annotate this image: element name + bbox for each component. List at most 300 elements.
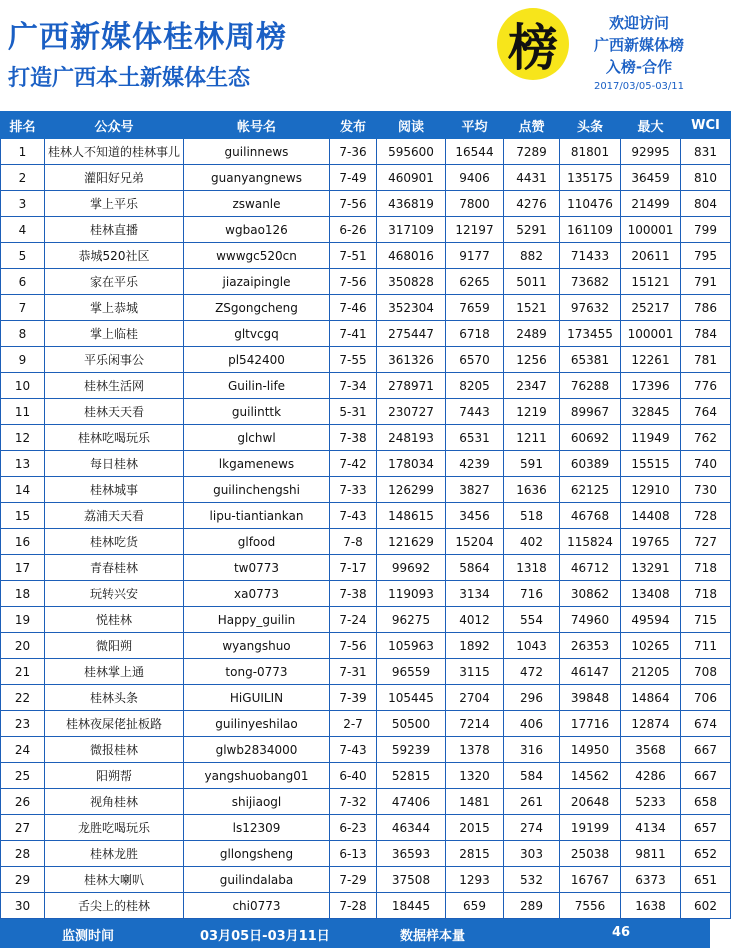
table-row [1,477,731,503]
account-name-cell: 平乐闲事公 [45,347,184,373]
col-header-headline: 头条 [560,112,621,139]
reads-cell: 121629 [377,529,446,555]
account-id-cell: wgbao126 [184,217,330,243]
wci-cell: 652 [681,841,731,867]
max-cell: 6373 [621,867,681,893]
average-cell: 3456 [446,503,504,529]
reads-cell: 275447 [377,321,446,347]
reads-cell: 46344 [377,815,446,841]
average-cell: 1892 [446,633,504,659]
account-id-cell: yangshuobang01 [184,763,330,789]
table-row [1,841,731,867]
ranking-table [0,111,731,919]
reads-cell: 96275 [377,607,446,633]
col-header-account: 公众号 [45,112,184,139]
account-name-cell: 灌阳好兄弟 [45,165,184,191]
reads-cell: 248193 [377,425,446,451]
likes-cell: 584 [504,763,560,789]
reads-cell: 350828 [377,269,446,295]
account-name-cell: 视角桂林 [45,789,184,815]
wci-cell: 781 [681,347,731,373]
headline-cell: 46712 [560,555,621,581]
posts-cell: 6-40 [330,763,377,789]
max-cell: 11949 [621,425,681,451]
rank-cell: 9 [1,347,45,373]
rank-cell: 23 [1,711,45,737]
account-id-cell: guilinchengshi [184,477,330,503]
account-id-cell: chi0773 [184,893,330,919]
posts-cell: 6-23 [330,815,377,841]
headline-cell: 89967 [560,399,621,425]
rank-cell: 16 [1,529,45,555]
table-row [1,763,731,789]
headline-cell: 14562 [560,763,621,789]
average-cell: 9177 [446,243,504,269]
account-id-cell: tw0773 [184,555,330,581]
rank-cell: 2 [1,165,45,191]
posts-cell: 7-34 [330,373,377,399]
table-row [1,191,731,217]
average-cell: 6265 [446,269,504,295]
col-header-wci: WCI [681,112,731,139]
sample-size-value: 46 [612,925,631,940]
table-row [1,555,731,581]
likes-cell: 261 [504,789,560,815]
account-name-cell: 荔浦天天看 [45,503,184,529]
likes-cell: 1636 [504,477,560,503]
account-name-cell: 微报桂林 [45,737,184,763]
average-cell: 2015 [446,815,504,841]
posts-cell: 7-39 [330,685,377,711]
wci-cell: 791 [681,269,731,295]
table-row [1,451,731,477]
wci-cell: 667 [681,763,731,789]
likes-cell: 5011 [504,269,560,295]
table-row [1,659,731,685]
max-cell: 1638 [621,893,681,919]
posts-cell: 7-31 [330,659,377,685]
account-id-cell: shijiaogl [184,789,330,815]
wci-cell: 740 [681,451,731,477]
account-name-cell: 每日桂林 [45,451,184,477]
reads-cell: 468016 [377,243,446,269]
posts-cell: 7-56 [330,269,377,295]
account-id-cell: tong-0773 [184,659,330,685]
wci-cell: 764 [681,399,731,425]
account-name-cell: 桂林吃货 [45,529,184,555]
wci-cell: 706 [681,685,731,711]
col-header-reads: 阅读 [377,112,446,139]
headline-cell: 110476 [560,191,621,217]
average-cell: 1293 [446,867,504,893]
average-cell: 659 [446,893,504,919]
max-cell: 21499 [621,191,681,217]
headline-cell: 115824 [560,529,621,555]
posts-cell: 7-33 [330,477,377,503]
max-cell: 4286 [621,763,681,789]
wci-cell: 657 [681,815,731,841]
average-cell: 6718 [446,321,504,347]
likes-cell: 554 [504,607,560,633]
wci-cell: 728 [681,503,731,529]
wci-cell: 718 [681,581,731,607]
wci-cell: 776 [681,373,731,399]
max-cell: 9811 [621,841,681,867]
ranking-logo: 榜 [497,8,569,80]
likes-cell: 2489 [504,321,560,347]
headline-cell: 71433 [560,243,621,269]
account-id-cell: gllongsheng [184,841,330,867]
account-name-cell: 青春桂林 [45,555,184,581]
table-row [1,425,731,451]
col-header-account-id: 帐号名 [184,112,330,139]
table-row [1,217,731,243]
posts-cell: 7-56 [330,633,377,659]
average-cell: 5864 [446,555,504,581]
account-id-cell: glwb2834000 [184,737,330,763]
rank-cell: 3 [1,191,45,217]
posts-cell: 7-49 [330,165,377,191]
rank-cell: 22 [1,685,45,711]
promo-cooperate: 入榜-合作 [605,58,673,76]
max-cell: 19765 [621,529,681,555]
account-id-cell: glchwl [184,425,330,451]
rank-cell: 13 [1,451,45,477]
posts-cell: 7-17 [330,555,377,581]
posts-cell: 7-8 [330,529,377,555]
likes-cell: 1211 [504,425,560,451]
likes-cell: 1318 [504,555,560,581]
likes-cell: 472 [504,659,560,685]
likes-cell: 2347 [504,373,560,399]
average-cell: 3115 [446,659,504,685]
page-subtitle: 打造广西本土新媒体生态 [8,66,251,91]
likes-cell: 1521 [504,295,560,321]
reads-cell: 50500 [377,711,446,737]
posts-cell: 7-38 [330,425,377,451]
average-cell: 8205 [446,373,504,399]
wci-cell: 708 [681,659,731,685]
likes-cell: 532 [504,867,560,893]
average-cell: 2815 [446,841,504,867]
likes-cell: 1256 [504,347,560,373]
headline-cell: 81801 [560,139,621,165]
max-cell: 4134 [621,815,681,841]
max-cell: 100001 [621,321,681,347]
average-cell: 6531 [446,425,504,451]
reads-cell: 595600 [377,139,446,165]
average-cell: 7800 [446,191,504,217]
table-row [1,269,731,295]
posts-cell: 7-51 [330,243,377,269]
likes-cell: 303 [504,841,560,867]
table-header-row [1,112,731,139]
average-cell: 15204 [446,529,504,555]
headline-cell: 20648 [560,789,621,815]
account-name-cell: 悦桂林 [45,607,184,633]
wci-cell: 602 [681,893,731,919]
account-id-cell: jiazaipingle [184,269,330,295]
rank-cell: 14 [1,477,45,503]
wci-cell: 730 [681,477,731,503]
wci-cell: 786 [681,295,731,321]
account-name-cell: 桂林夜屎佬扯板路 [45,711,184,737]
headline-cell: 62125 [560,477,621,503]
likes-cell: 274 [504,815,560,841]
headline-cell: 173455 [560,321,621,347]
page-footer [0,919,710,948]
account-name-cell: 桂林天天看 [45,399,184,425]
table-row [1,529,731,555]
table-row [1,373,731,399]
table-row [1,737,731,763]
likes-cell: 4431 [504,165,560,191]
headline-cell: 60389 [560,451,621,477]
likes-cell: 289 [504,893,560,919]
rank-cell: 10 [1,373,45,399]
account-id-cell: guanyangnews [184,165,330,191]
posts-cell: 7-41 [330,321,377,347]
headline-cell: 73682 [560,269,621,295]
posts-cell: 7-24 [330,607,377,633]
headline-cell: 39848 [560,685,621,711]
average-cell: 4012 [446,607,504,633]
likes-cell: 1219 [504,399,560,425]
account-name-cell: 桂林大喇叭 [45,867,184,893]
rank-cell: 19 [1,607,45,633]
rank-cell: 20 [1,633,45,659]
average-cell: 7659 [446,295,504,321]
posts-cell: 7-36 [330,139,377,165]
account-id-cell: Guilin-life [184,373,330,399]
headline-cell: 46768 [560,503,621,529]
headline-cell: 30862 [560,581,621,607]
wci-cell: 651 [681,867,731,893]
rank-cell: 30 [1,893,45,919]
wci-cell: 784 [681,321,731,347]
reads-cell: 52815 [377,763,446,789]
account-id-cell: ls12309 [184,815,330,841]
max-cell: 49594 [621,607,681,633]
headline-cell: 16767 [560,867,621,893]
posts-cell: 7-29 [330,867,377,893]
average-cell: 3827 [446,477,504,503]
reads-cell: 436819 [377,191,446,217]
account-name-cell: 桂林龙胜 [45,841,184,867]
reads-cell: 361326 [377,347,446,373]
reads-cell: 278971 [377,373,446,399]
max-cell: 15121 [621,269,681,295]
max-cell: 5233 [621,789,681,815]
table-row [1,685,731,711]
average-cell: 4239 [446,451,504,477]
account-name-cell: 桂林掌上通 [45,659,184,685]
posts-cell: 7-56 [330,191,377,217]
table-row [1,711,731,737]
posts-cell: 7-43 [330,503,377,529]
account-id-cell: Happy_guilin [184,607,330,633]
average-cell: 1378 [446,737,504,763]
account-name-cell: 恭城520社区 [45,243,184,269]
likes-cell: 296 [504,685,560,711]
max-cell: 25217 [621,295,681,321]
rank-cell: 8 [1,321,45,347]
posts-cell: 6-26 [330,217,377,243]
account-name-cell: 舌尖上的桂林 [45,893,184,919]
account-id-cell: wwwgc520cn [184,243,330,269]
rank-cell: 5 [1,243,45,269]
wci-cell: 831 [681,139,731,165]
reads-cell: 37508 [377,867,446,893]
headline-cell: 76288 [560,373,621,399]
headline-cell: 25038 [560,841,621,867]
headline-cell: 26353 [560,633,621,659]
posts-cell: 7-38 [330,581,377,607]
headline-cell: 135175 [560,165,621,191]
account-name-cell: 桂林生活网 [45,373,184,399]
rank-cell: 21 [1,659,45,685]
table-row [1,867,731,893]
reads-cell: 126299 [377,477,446,503]
rank-cell: 7 [1,295,45,321]
promo-date-range: 2017/03/05-03/11 [593,81,685,92]
reads-cell: 59239 [377,737,446,763]
account-name-cell: 桂林头条 [45,685,184,711]
reads-cell: 352304 [377,295,446,321]
rank-cell: 12 [1,425,45,451]
account-name-cell: 桂林吃喝玩乐 [45,425,184,451]
reads-cell: 178034 [377,451,446,477]
max-cell: 15515 [621,451,681,477]
table-row [1,139,731,165]
reads-cell: 460901 [377,165,446,191]
wci-cell: 674 [681,711,731,737]
account-id-cell: zswanle [184,191,330,217]
table-row [1,607,731,633]
table-row [1,815,731,841]
table-row [1,295,731,321]
rank-cell: 24 [1,737,45,763]
likes-cell: 882 [504,243,560,269]
rank-cell: 18 [1,581,45,607]
col-header-max: 最大 [621,112,681,139]
wci-cell: 718 [681,555,731,581]
reads-cell: 96559 [377,659,446,685]
headline-cell: 65381 [560,347,621,373]
account-name-cell: 家在平乐 [45,269,184,295]
posts-cell: 7-28 [330,893,377,919]
col-header-average: 平均 [446,112,504,139]
account-id-cell: gltvcgq [184,321,330,347]
promo-site-name: 广西新媒体榜 [593,36,684,54]
likes-cell: 7289 [504,139,560,165]
table-row [1,789,731,815]
account-id-cell: lipu-tiantiankan [184,503,330,529]
rank-cell: 4 [1,217,45,243]
max-cell: 20611 [621,243,681,269]
rank-cell: 27 [1,815,45,841]
account-name-cell: 掌上恭城 [45,295,184,321]
max-cell: 92995 [621,139,681,165]
headline-cell: 60692 [560,425,621,451]
account-name-cell: 掌上临桂 [45,321,184,347]
rank-cell: 6 [1,269,45,295]
account-id-cell: HiGUILIN [184,685,330,711]
rank-cell: 26 [1,789,45,815]
rank-cell: 11 [1,399,45,425]
rank-cell: 15 [1,503,45,529]
table-row [1,633,731,659]
reads-cell: 317109 [377,217,446,243]
wci-cell: 711 [681,633,731,659]
wci-cell: 727 [681,529,731,555]
headline-cell: 97632 [560,295,621,321]
rank-cell: 28 [1,841,45,867]
table-row [1,503,731,529]
rank-cell: 29 [1,867,45,893]
max-cell: 12910 [621,477,681,503]
average-cell: 2704 [446,685,504,711]
max-cell: 10265 [621,633,681,659]
sample-size-label: 数据样本量 [400,929,466,944]
account-id-cell: guilinnews [184,139,330,165]
average-cell: 16544 [446,139,504,165]
account-id-cell: guilinyeshilao [184,711,330,737]
reads-cell: 148615 [377,503,446,529]
max-cell: 36459 [621,165,681,191]
likes-cell: 518 [504,503,560,529]
likes-cell: 716 [504,581,560,607]
max-cell: 17396 [621,373,681,399]
posts-cell: 7-43 [330,737,377,763]
average-cell: 12197 [446,217,504,243]
likes-cell: 402 [504,529,560,555]
table-row [1,347,731,373]
max-cell: 14408 [621,503,681,529]
wci-cell: 799 [681,217,731,243]
reads-cell: 47406 [377,789,446,815]
wci-cell: 795 [681,243,731,269]
average-cell: 1481 [446,789,504,815]
likes-cell: 591 [504,451,560,477]
account-id-cell: guilinttk [184,399,330,425]
headline-cell: 161109 [560,217,621,243]
reads-cell: 99692 [377,555,446,581]
rank-cell: 25 [1,763,45,789]
wci-cell: 667 [681,737,731,763]
likes-cell: 1043 [504,633,560,659]
account-name-cell: 掌上平乐 [45,191,184,217]
reads-cell: 105963 [377,633,446,659]
headline-cell: 17716 [560,711,621,737]
account-id-cell: guilindalaba [184,867,330,893]
headline-cell: 7556 [560,893,621,919]
account-name-cell: 桂林人不知道的桂林事儿 [45,139,184,165]
account-name-cell: 桂林直播 [45,217,184,243]
reads-cell: 18445 [377,893,446,919]
likes-cell: 316 [504,737,560,763]
table-row [1,243,731,269]
likes-cell: 5291 [504,217,560,243]
table-row [1,165,731,191]
wci-cell: 658 [681,789,731,815]
posts-cell: 5-31 [330,399,377,425]
max-cell: 14864 [621,685,681,711]
posts-cell: 7-46 [330,295,377,321]
max-cell: 12874 [621,711,681,737]
headline-cell: 19199 [560,815,621,841]
account-id-cell: xa0773 [184,581,330,607]
